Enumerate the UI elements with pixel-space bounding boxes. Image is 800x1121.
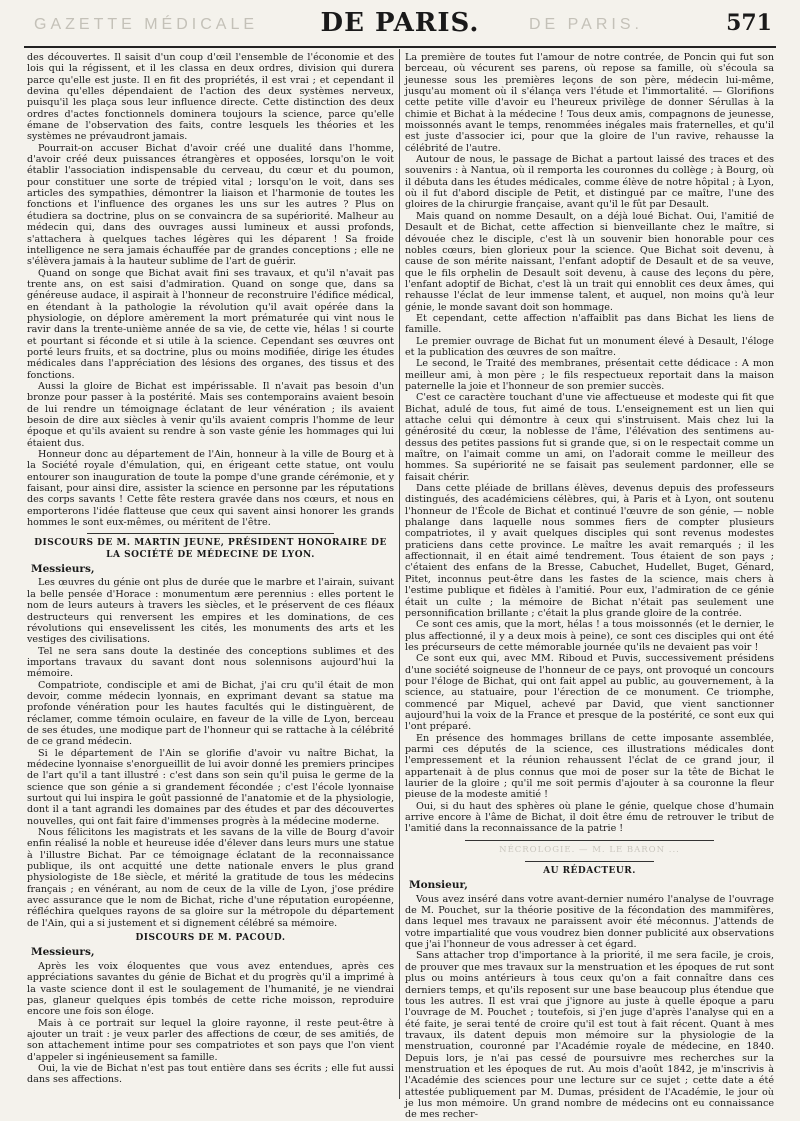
section-divider xyxy=(525,861,654,862)
paragraph: Sans attacher trop d'importance à la priorité, il me sera facile, je crois, de prouver que mes travaux sur la menstruation et les époques de rut sont plus ou moins antérieurs à tous ceux qu'on a fait connaître dans ces derniers temps, et qu'ils reposent sur une base beaucoup plus étendue que tous les autres. Il est vrai que j'ignore au juste à quelle époque a paru l'ouvrage de M. Pouchet ; toutefois, si j'en juge d'après l'analyse qui en a été faite, je serai tenté de croire qu'il est tout à fait récent. Quant à mes travaux, ils datent depuis mon mémoire sur la physiologie de la menstruation, couronné par l'Académie royale de médecine, en 1840. Depuis lors, je n'ai pas cessé de poursuivre mes recherches sur la menstruation et les époques de rut. Au mois d'août 1842, je m'inscrivis à l'Académie des sciences pour une lecture sur ce sujet ; cette date a été attestée publiquement par M. Dumas, président de l'Académie, le jour où je lus mon mémoire. Un grand nombre de médecins ont eu connaissance de mes recher- xyxy=(405,950,774,1121)
paragraph: Vous avez inséré dans votre avant-dernier numéro l'analyse de l'ouvrage de M. Pouchet, sur la théorie positive de la fécondation des mammifères, dans lequel mes travaux ne paraissent avoir été méconnus. J'attends de votre impartialité que vous voudrez bien donner publicité aux observations que j'ai l'honneur de vous adresser à cet égard. xyxy=(405,893,774,951)
paragraph: Dans cette pléiade de brillans élèves, devenus depuis des professeurs distingués, des académiciens célèbres, qui, à Paris et à Lyon, ont soutenu l'honneur de l'École de Bichat et continué l'œuvre de son génie, — noble phalange dans laquelle nous sommes fiers de compter plusieurs compatriotes, il y avait quelques disciples qui sont revenus modestes praticiens dans cette province. Le maître les avait remarqués ; il les affectionnait, il en était aimé tendrement. Tous étaient de son pays ; c'étaient des enfans de la Bresse, Cabuchet, Hudellet, Buget, Génard, Pitet, inconnus peut-être dans les fastes de la science, mais chers à l'estime publique et fidèles à l'amitié. Pour eux, l'admiration de ce génie était un culte ; la mémoire de Bichat n'était pas seulement une personnification brillante ; c'était la plus grande gloire de la contrée. xyxy=(405,483,774,619)
page-number: 571 xyxy=(726,10,772,36)
paragraph: Nous félicitons les magistrats et les savans de la ville de Bourg d'avoir enfin réalisé la noble et heureuse idée d'élever dans leurs murs une statue à l'illustre Bichat. Par ce témoignage éclatant de la reconnaissance publique, ils ont acquitté une dette nationale envers le plus grand physiologiste de 18e siècle, et mérité la gratitude de tous les médecins français ; en vénérant, au nom de ceux de la ville de Lyon, j'ose prédire avec assurance que le nom de Bichat, riche d'une réputation européenne, réfléchira quelques rayons de sa gloire sur la métropole du département de l'Ain, qui a si justement et si dignement célébré sa mémoire. xyxy=(27,827,394,929)
paragraph: En présence des hommages brillans de cette imposante assemblée, parmi ces députés de la science, ces illustrations médicales dont l'empressement et la réunion rehaussent l'éclat de ce grand jour, il appartenait à de plus connus que moi de poser sur la tête de Bichat le laurier de la gloire ; qu'il me soit permis d'ajouter à sa couronne la fleur pieuse de la modeste amitié ! xyxy=(405,732,774,801)
paragraph: C'est ce caractère touchant d'une vie affectueuse et modeste qui fit que Bichat, adulé de tous, fut aimé de tous. L'enseignement est un lien qui attache celui qui démontre à ceux qui s'instruisent. Mais chez lui la générosité du cœur, la noblesse de l'âme, l'élévation des sentimens au-dessus des petites passions fut si grande que, si on le respectait comme un maître, on l'aimait comme un ami, on l'adorait comme le meilleur des hommes. Sa supériorité ne se faisait pas seulement pardonner, elle se faisait chérir. xyxy=(405,392,774,483)
bleed-through-text: DE PARIS. xyxy=(529,16,643,33)
salutation: Messieurs, xyxy=(31,946,95,959)
paragraph: Mais à ce portrait sur lequel la gloire rayonne, il reste peut-être à ajouter un trait : je veux parler des affections de cœur, de ses amitiés, de son attachement intime pour ses compatriotes et son pays que l'on vient d'appeler si ingénieusement sa famille. xyxy=(27,1017,394,1063)
paragraph: Pourrait-on accuser Bichat d'avoir créé une dualité dans l'homme, d'avoir créé deux puissances étrangères et opposées, lorsqu'on le voit établir l'association indispensable du cerveau, du cœur et du poumon, pour constituer une sorte de trépied vital ; lorsqu'on le voit, dans ses articles des sympathies, démontrer la liaison et l'harmonie de toutes les fonctions et l'influence des organes les uns sur les autres ? Plus on étudiera sa doctrine, plus on se convaincra de sa supériorité. Malheur au médecin qui, dans des ouvrages aussi lumineux et aussi profonds, s'attachera à quelques taches légères qui les déparent ! Sa froide intelligence ne sera jamais échauffée par de grandes conceptions ; elle ne s'élèvera jamais à la hauteur sublime de l'art de guérir. xyxy=(27,142,394,268)
bleed-through-text: NÉCROLOGIE. — M. LE BARON ... xyxy=(499,844,680,855)
paragraph: Oui, si du haut des sphères où plane le génie, quelque chose d'humain arrive encore à l'âme de Bichat, il doit être ému de retrouver le tribut de l'amitié dans la reconnaissance de la patrie ! xyxy=(405,800,774,835)
paragraph: Et cependant, cette affection n'affaiblit pas dans Bichat les liens de famille. xyxy=(405,312,774,336)
salutation: Messieurs, xyxy=(31,563,95,576)
header-rule xyxy=(24,46,776,48)
section-heading: AU RÉDACTEUR. xyxy=(543,866,636,877)
paragraph: Tel ne sera sans doute la destinée des conceptions sublimes et des importans travaux du savant dont nous solennisons aujourd'hui la mémoire. xyxy=(27,645,394,680)
salutation: Monsieur, xyxy=(409,879,468,892)
paragraph: Autour de nous, le passage de Bichat a partout laissé des traces et des souvenirs : à Nantua, où il remporta les couronnes du collège ; à Bourg, où il débuta dans les études médicales, comme élève de notre hôpital ; à Lyon, où il fut d'abord disciple de Petit, et distingué par ce maître, l'une des gloires de la chirurgie française, avant qu'il le fût par Desault. xyxy=(405,154,774,211)
newspaper-title: DE PARIS. xyxy=(320,8,480,38)
paragraph: Oui, la vie de Bichat n'est pas tout entière dans ses écrits ; elle fut aussi dans ses affections. xyxy=(27,1062,394,1086)
paragraph: Ce sont eux qui, avec MM. Riboud et Puvis, successivement présidens d'une société soigneuse de l'honneur de ce pays, ont provoqué un concours pour l'éloge de Bichat, qui ont fait appel au public, au gouvernement, à la science, au statuaire, pour l'érection de ce monument. Ce triomphe, commencé par Miquel, achevé par David, que vient sanctionner aujourd'hui la voix de la France et presque de la postérité, ce sont eux qui l'ont préparé. xyxy=(405,653,774,733)
paragraph: Si le département de l'Ain se glorifie d'avoir vu naître Bichat, la médecine lyonnaise s'enorgueillit de lui avoir donné les premiers principes de l'art qu'il a tant illustré : c'est dans son sein qu'il puisa le germe de la science que son génie a si grandement fécondée ; c'est l'école lyonnaise surtout qui lui inspira le goût passionné de l'anatomie et de la physiologie, dont il a tant agrandi les domaines par des études et par des découvertes nouvelles, qui ont fait faire d'immenses progrès à la médecine moderne. xyxy=(27,747,394,827)
column-divider xyxy=(399,49,400,1099)
section-heading: DISCOURS DE M. MARTIN JEUNE, PRÉSIDENT HONORAIRE DE LA SOCIÉTÉ DE MÉDECINE DE LYON. xyxy=(34,538,387,560)
paragraph: Les œuvres du génie ont plus de durée que le marbre et l'airain, suivant la belle pensée d'Horace : monumentum ære perennius : elles portent le nom de leurs auteurs à travers les siècles, et le préservent de ces fléaux destructeurs qui renversent les empires et les dominations, de ces révolutions qui ensevelissent les cités, les monuments des arts et les vestiges des civilisations. xyxy=(27,577,394,646)
paragraph: Honneur donc au département de l'Ain, honneur à la ville de Bourg et à la Société royale d'émulation, qui, en érigeant cette statue, ont voulu entourer son inauguration de toute la pompe d'une grande cérémonie, et y faisant, pour ainsi dire, assister la science en personne par les réputations des corps savants ! Cette fête restera gravée dans nos cœurs, et nous en emporterons l'idée flatteuse que ceux qui savent ainsi honorer les grands hommes le sont eux-mêmes, ou méritent de l'être. xyxy=(27,449,394,529)
right-column xyxy=(405,52,774,1121)
paragraph: La première de toutes fut l'amour de notre contrée, de Poncin qui fut son berceau, où vécurent ses parens, où repose sa famille, où s'écoula sa jeunesse sous les premières leçons de son père, médecin lui-même, jusqu'au moment où il s'élança vers l'étude et l'immortalité. — Glorifions cette petite ville d'avoir eu l'heureux privilège de donner Sérullas à la chimie et Bichat à la médecine ! Tous deux amis, compagnons de jeunesse, moissonnés avant le temps, renommées inégales mais fraternelles, et qu'il est juste d'associer ici, pour que la gloire de l'un ravive, rehausse la célébrité de l'autre. xyxy=(405,52,774,154)
paragraph: Le second, le Traité des membranes, présentait cette dédicace : A mon meilleur ami, à mon père ; le fils respectueux reportait dans la maison paternelle la joie et l'honneur de son premier succès. xyxy=(405,358,774,392)
section-heading: DISCOURS DE M. PACOUD. xyxy=(135,933,286,944)
paragraph: Compatriote, condisciple et ami de Bichat, j'ai cru qu'il était de mon devoir, comme médecin lyonnais, en exprimant devant sa statue ma profonde vénération pour les hautes facultés qui le distinguèrent, de réclamer, comme témoin oculaire, en faveur de la ville de Lyon, berceau de ses études, une modique part de l'honneur qui se rattache à la célébrité de ce grand médecin. xyxy=(27,679,394,748)
left-column xyxy=(27,52,394,1101)
paragraph: Aussi la gloire de Bichat est impérissable. Il n'avait pas besoin d'un bronze pour passer à la postérité. Mais ses contemporains avaient besoin de lui rendre un témoignage éclatant de leur vénération ; ils avaient besoin de dire aux siècles à venir qu'ils avaient compris l'homme de leur époque et qu'ils avaient su rendre à son vaste génie les hommages qui lui étaient dus. xyxy=(27,380,394,449)
paragraph: Ce sont ces amis, que la mort, hélas ! a tous moissonnés (et le dernier, le plus affectionné, il y a deux mois à peine), ce sont ces disciples qui ont été les précurseurs de cette mémorable journée qu'ils ne devaient pas voir ! xyxy=(405,619,774,653)
section-divider xyxy=(87,533,334,534)
section-divider xyxy=(465,840,714,841)
paragraph: Quand on songe que Bichat avait fini ses travaux, et qu'il n'avait pas trente ans, on est saisi d'admiration. Quand on songe que, dans sa généreuse audace, il aspirait à l'honneur de reconstruire l'édifice médical, en étendant à la pathologie la révolution qu'il avait opérée dans la physiologie, on déplore amèrement la mort prématurée qui vint nous le ravir dans la trente-unième année de sa vie, de cette vie, hélas ! si courte et pourtant si féconde et si utile à la science. Cependant ses œuvres ont porté leurs fruits, et sa doctrine, plus ou moins modifiée, dirige les études médicales dans l'appréciation des lésions des organes, des tissus et des fonctions. xyxy=(27,267,394,381)
bleed-through-text: GAZETTE MÉDICALE xyxy=(34,16,259,33)
paragraph: Le premier ouvrage de Bichat fut un monument élevé à Desault, l'éloge et la publication des œuvres de son maître. xyxy=(405,335,774,358)
paragraph: Après les voix éloquentes que vous avez entendues, après ces appréciations savantes du génie de Bichat et du progrès qu'il a imprimé à la vaste science dont il est le soulagement de l'humanité, je ne viendrai pas, glaneur quelques épis tombés de cette riche moisson, reproduire encore une fois son éloge. xyxy=(27,960,394,1018)
paragraph: des découvertes. Il saisit d'un coup d'œil l'ensemble de l'économie et des lois qui la régissent, et il les classa en deux ordres, division qui durera parce qu'elle est juste. Il en fit des propriétés, il est vrai ; et cependant il devina qu'elles dépendaient de l'action des deux systèmes nerveux, puisqu'il les plaça sous leur influence directe. Cette distinction des deux ordres d'actes fonctionnels dominera toujours la science, parce qu'elle émane de l'observation des faits, contre lesquels les théories et les systèmes ne prévaudront jamais. xyxy=(27,52,394,143)
masthead xyxy=(24,4,776,42)
paragraph: Mais quand on nomme Desault, on a déjà loué Bichat. Oui, l'amitié de Desault et de Bichat, cette affection si bienveillante chez le maître, si dévouée chez le disciple, c'est là un souvenir bien honorable pour ces nobles cœurs, bien glorieux pour la science. Que Bichat soit devenu, à cause de son mérite naissant, l'enfant adoptif de Desault et de sa veuve, que le fils orphelin de Desault soit devenu, à cause des leçons du père, l'enfant adoptif de Bichat, c'est là un trait qui ennoblit ces deux âmes, qui rehausse l'éclat de leur immense talent, et auquel, non moins qu'à leur génie, le monde savant doit son hommage. xyxy=(405,210,774,313)
